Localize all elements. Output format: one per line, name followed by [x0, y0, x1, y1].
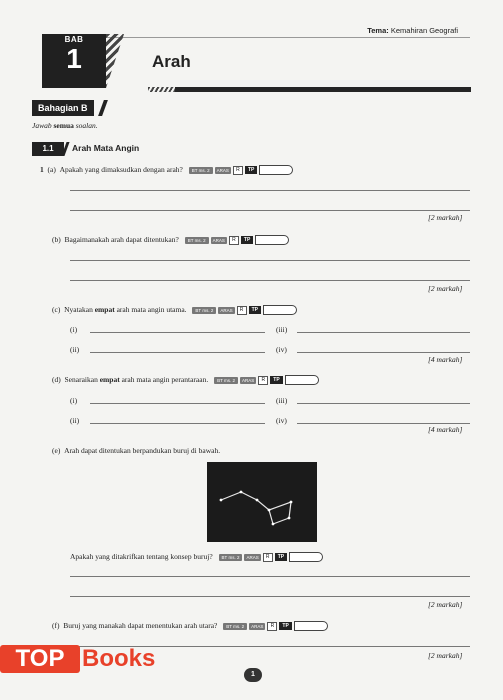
page-number: 1 — [244, 668, 262, 682]
header-rule — [100, 37, 470, 38]
answer-line[interactable] — [70, 260, 470, 261]
tp-badge: TP — [279, 622, 291, 630]
tp-input[interactable] — [259, 165, 293, 175]
aras-badge: ARAS — [216, 167, 229, 173]
question-a: 1 (a) Apakah yang dimaksudkan dengan arah? BT ms. 2 ARAS R TP — [40, 165, 293, 175]
aras-value: R — [237, 306, 247, 315]
aras-badge: ARAS — [212, 237, 225, 243]
marks: [4 markah] — [428, 425, 463, 434]
question-e: (e) Arah dapat ditentukan berpandukan buruj di bawah. — [52, 446, 221, 455]
badge-group — [185, 235, 290, 245]
badge-group — [223, 621, 328, 631]
answer-line[interactable] — [297, 352, 470, 353]
section-slash — [98, 100, 108, 116]
aras-badge: ARAS — [246, 554, 259, 560]
answer-line[interactable] — [70, 576, 470, 577]
answer-line[interactable] — [70, 596, 470, 597]
bab-label: BAB — [64, 35, 84, 44]
bt-badge: BT ms. 2 — [192, 307, 216, 314]
aras-value: R — [263, 553, 273, 562]
topic-title: Arah Mata Angin — [72, 143, 140, 153]
question-f: (f) Buruj yang manakah dapat menentukan arah utara? BT ms. 2 ARAS R TP — [52, 621, 328, 631]
aras-badge: ARAS — [251, 623, 264, 629]
instruction: Jawab semua soalan. — [32, 121, 98, 130]
aras-badge: ARAS — [242, 377, 255, 383]
tp-badge: TP — [241, 236, 253, 244]
roman-iii: (iii) — [276, 325, 288, 334]
answer-line[interactable] — [90, 403, 265, 404]
roman-ii: (ii) — [70, 416, 80, 425]
bt-badge: BT ms. 2 — [189, 167, 213, 174]
marks: [2 markah] — [428, 651, 463, 660]
topic-number: 1.1 — [32, 142, 64, 156]
marks: [4 markah] — [428, 355, 463, 364]
answer-line[interactable] — [90, 332, 265, 333]
title-bar — [175, 87, 471, 92]
roman-i: (i) — [70, 396, 78, 405]
bt-badge: BT ms. 2 — [223, 623, 247, 630]
constellation-image — [207, 462, 317, 542]
tp-input[interactable] — [294, 621, 328, 631]
roman-iv: (iv) — [276, 345, 287, 354]
answer-line[interactable] — [297, 423, 470, 424]
marks: [2 markah] — [428, 284, 463, 293]
bt-badge: BT ms. 2 — [219, 554, 243, 561]
chapter-number: 1 — [66, 43, 82, 74]
question-e-sub: Apakah yang ditakrifkan tentang konsep buruj? BT ms. 2 ARAS R TP — [70, 552, 323, 562]
constellation-figure — [207, 462, 317, 542]
marks: [2 markah] — [428, 213, 463, 222]
question-c: (c) Nyatakan empat arah mata angin utama. BT ms. 2 ARAS R TP — [52, 305, 297, 315]
aras-value: R — [258, 376, 268, 385]
tp-input[interactable] — [285, 375, 319, 385]
answer-line[interactable] — [70, 210, 470, 211]
aras-value: R — [229, 236, 239, 245]
topbooks-logo-books: Books — [82, 645, 156, 672]
roman-i: (i) — [70, 325, 78, 334]
tp-badge: TP — [249, 306, 261, 314]
badge-group — [214, 375, 319, 385]
chapter-title: Arah — [152, 52, 191, 71]
badge-group — [189, 165, 294, 175]
answer-line[interactable] — [90, 423, 265, 424]
tp-input[interactable] — [255, 235, 289, 245]
aras-value: R — [267, 622, 277, 631]
answer-line[interactable] — [70, 280, 470, 281]
tp-badge: TP — [270, 376, 282, 384]
question-d: (d) Senaraikan empat arah mata angin perantaraan. BT ms. 2 ARAS R TP — [52, 375, 319, 385]
bt-badge: BT ms. 2 — [185, 237, 209, 244]
answer-line[interactable] — [90, 352, 265, 353]
bt-badge: BT ms. 2 — [214, 377, 238, 384]
title-bar-stripe — [148, 87, 176, 92]
tp-input[interactable] — [289, 552, 323, 562]
aras-value: R — [233, 166, 243, 175]
chapter-badge-stripe — [106, 34, 146, 88]
roman-ii: (ii) — [70, 345, 80, 354]
answer-line[interactable] — [70, 190, 470, 191]
answer-line[interactable] — [297, 332, 470, 333]
tp-badge: TP — [275, 553, 287, 561]
marks: [2 markah] — [428, 600, 463, 609]
question-b: (b) Bagaimanakah arah dapat ditentukan? BT ms. 2 ARAS R TP — [52, 235, 289, 245]
tp-input[interactable] — [263, 305, 297, 315]
badge-group — [219, 552, 324, 562]
badge-group — [192, 305, 297, 315]
answer-line[interactable] — [297, 403, 470, 404]
theme-label: Tema: Kemahiran Geografi — [367, 26, 458, 35]
aras-badge: ARAS — [220, 307, 233, 313]
tp-badge: TP — [245, 166, 257, 174]
roman-iv: (iv) — [276, 416, 287, 425]
section-tag: Bahagian B — [32, 100, 94, 116]
topbooks-logo-top: TOP — [0, 645, 80, 673]
roman-iii: (iii) — [276, 396, 288, 405]
